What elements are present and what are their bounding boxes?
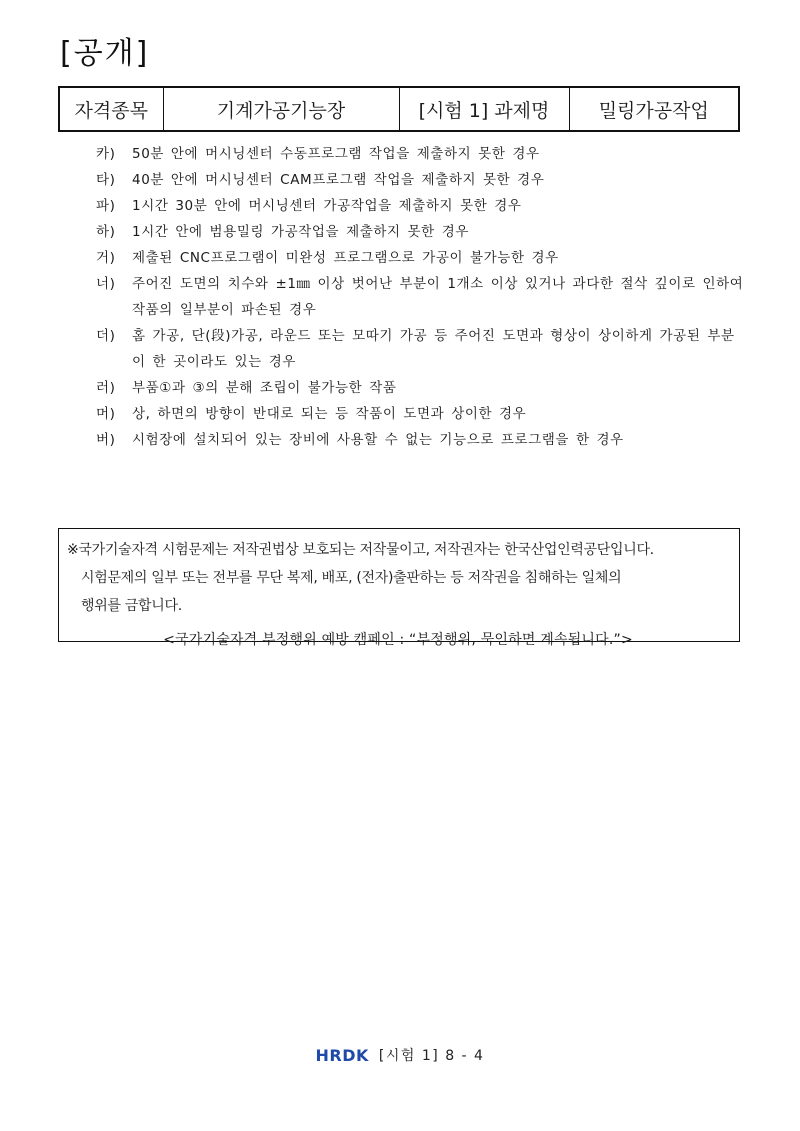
item-marker: 더) bbox=[96, 328, 116, 344]
list-item bbox=[96, 271, 746, 323]
list-item bbox=[96, 141, 746, 167]
campaign-slogan: <국가기술자격 부정행위 예방 캠페인 : “부정행위, 묵인하면 계속됩니다.”> bbox=[163, 632, 633, 648]
disqualification-list bbox=[96, 141, 746, 453]
exam-info-table bbox=[58, 86, 740, 132]
item-text: 상, 하면의 방향이 반대로 되는 등 작품이 도면과 상이한 경우 bbox=[132, 406, 527, 422]
list-item bbox=[96, 245, 746, 271]
list-item bbox=[96, 167, 746, 193]
item-text: 홈 가공, 단(段)가공, 라운드 또는 모따기 가공 등 주어진 도면과 형상이 상이하게 가공된 부분이 한 곳이라도 있는 경우 bbox=[132, 328, 735, 370]
public-label: [공개] bbox=[60, 36, 150, 71]
item-marker: 파) bbox=[96, 198, 116, 214]
list-item bbox=[96, 323, 746, 375]
copyright-notice-box bbox=[58, 528, 740, 648]
item-marker: 러) bbox=[96, 380, 116, 396]
list-item bbox=[96, 219, 746, 245]
list-item bbox=[96, 427, 746, 453]
item-marker: 하) bbox=[96, 224, 116, 240]
qualification-value: 기계가공기능장 bbox=[163, 87, 399, 131]
item-marker: 카) bbox=[96, 146, 116, 162]
item-text: 1시간 안에 범용밀링 가공작업을 제출하지 못한 경우 bbox=[132, 224, 469, 240]
list-item bbox=[96, 401, 746, 427]
page-number: [시험 1] 8 - 4 bbox=[378, 1048, 485, 1064]
item-marker: 타) bbox=[96, 172, 116, 188]
item-marker: 거) bbox=[96, 250, 116, 266]
item-marker: 머) bbox=[96, 406, 116, 422]
item-text: 50분 안에 머시닝센터 수동프로그램 작업을 제출하지 못한 경우 bbox=[132, 146, 540, 162]
item-text: 주어진 도면의 치수와 ±1㎜ 이상 벗어난 부분이 1개소 이상 있거나 과다한 절삭 깊이로 인하여 작품의 일부분이 파손된 경우 bbox=[132, 276, 744, 318]
list-item bbox=[96, 375, 746, 401]
qualification-label: 자격종목 bbox=[59, 87, 163, 131]
list-item bbox=[96, 193, 746, 219]
task-label: [시험 1] 과제명 bbox=[399, 87, 569, 131]
task-value: 밀링가공작업 bbox=[569, 87, 739, 131]
item-text: 40분 안에 머시닝센터 CAM프로그램 작업을 제출하지 못한 경우 bbox=[132, 172, 545, 188]
item-text: 제출된 CNC프로그램이 미완성 프로그램으로 가공이 불가능한 경우 bbox=[132, 250, 559, 266]
copyright-line: ※국가기술자격 시험문제는 저작권법상 보호되는 저작물이고, 저작권자는 한국산업인력공단입니다. bbox=[67, 542, 654, 558]
item-text: 부품①과 ③의 분해 조립이 불가능한 작품 bbox=[132, 380, 397, 396]
item-marker: 너) bbox=[96, 276, 116, 292]
copyright-line: 시험문제의 일부 또는 전부를 무단 복제, 배포, (전자)출판하는 등 저작권을 침해하는 일체의 bbox=[81, 570, 622, 586]
copyright-line: 행위를 금합니다. bbox=[81, 598, 182, 614]
page-footer bbox=[0, 1045, 800, 1065]
item-marker: 버) bbox=[96, 432, 116, 448]
item-text: 1시간 30분 안에 머시닝센터 가공작업을 제출하지 못한 경우 bbox=[132, 198, 522, 214]
item-text: 시험장에 설치되어 있는 장비에 사용할 수 없는 기능으로 프로그램을 한 경우 bbox=[132, 432, 624, 448]
hrdk-logo: HRDK bbox=[315, 1045, 369, 1065]
